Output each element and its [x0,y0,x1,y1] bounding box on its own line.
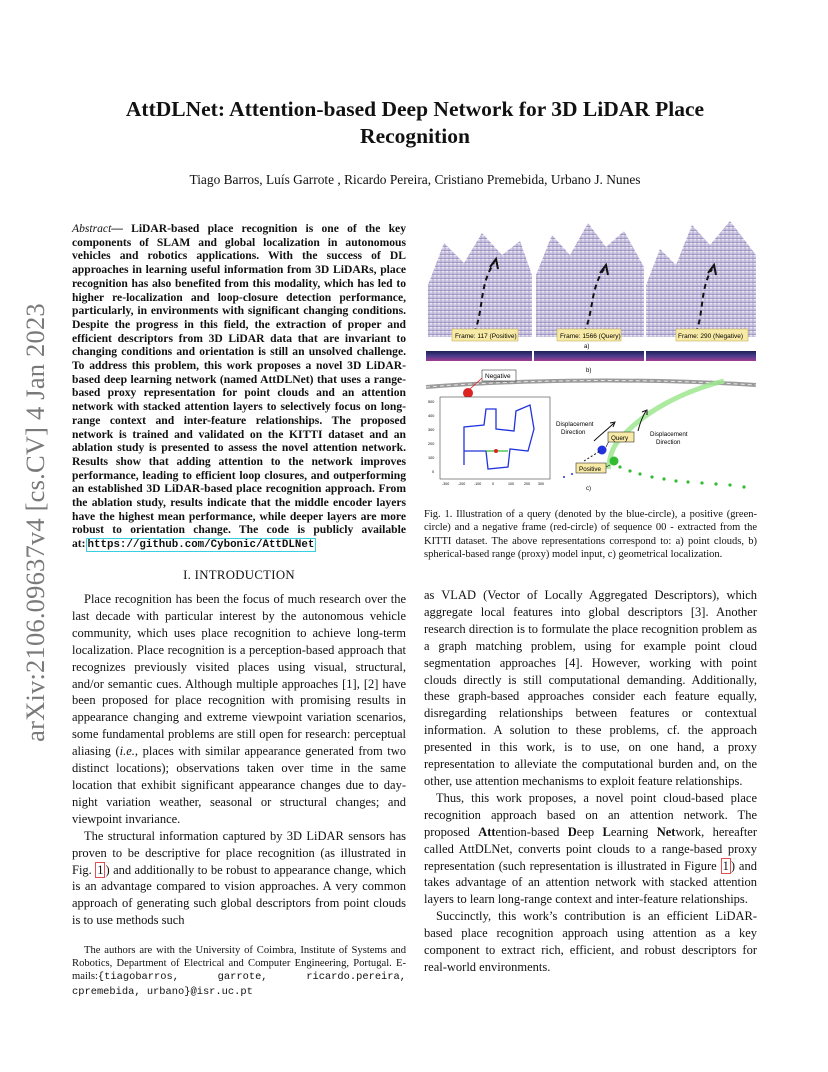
abstract-dash: — [111,222,123,235]
displacement-left-line-1: Displacement [556,421,594,428]
intro-paragraph-3: as VLAD (Vector of Locally Aggregated Descriptors), which aggregate local features into global descriptors [3]. Another research direction is to formulate the place recognition problem as a graph matching problem, using for example point cloud segmentation approaches [4]. However, working with point clouds directly is still computational demanding. Additionally, these graph-based approaches consider each feature equally, disregarding relationships between features or contextual information. A solution to these problems, cf. the approach presented in this work, is to use, on one hand, a proxy representation to alleviate the computational burden and, on the other, use attention mechanisms to exploit feature relationships. [424,588,757,788]
title-line-1: AttDLNet: Attention-based Deep Network for 3D LiDAR Place [125,97,705,121]
panel-label-c: c) [586,486,591,492]
intro-p1-ie: i.e. [119,744,135,759]
displacement-left-line-2: Direction [561,429,586,436]
intro-p2-text-b: ) and additionally to be robust to appearance change, which is an advantage compared to vision approaches. A very common approach of generating such global descriptors from point clouds is to use methods such [72,862,406,928]
map-y-tick: 400 [428,414,435,418]
left-column-body [72,591,406,929]
map-y-tick: 200 [428,442,435,446]
right-column-body [424,587,757,976]
intro-paragraph-2 [72,828,406,929]
negative-label: Negative [485,373,511,380]
intro-p4-text-c: ) and takes advantage of an attention network with stacked attention layers to learn long-range context and inter-feature relationships. [424,858,757,907]
acronym-eep: eep [576,824,603,839]
acronym-d: D [567,824,577,839]
figure-1-caption: Fig. 1. Illustration of a query (denoted by the blue-circle), a positive (green-circle) and a negative frame (red-circle) of sequence 00 - extracted from the KITTI dataset. The above representations correspond to: a) point clouds, b) spherical-based range (proxy) model input, c) geometrical localization. [424,509,757,561]
abstract-lead: Abstract [72,222,112,235]
paper-title [90,96,740,150]
intro-paragraph-5: Succinctly, this work’s contribution is an efficient LiDAR-based place recognition approach using attention as a key component to extract rich, efficient, and robust descriptors for real-world environments. [424,909,757,974]
figure-reference-link-2[interactable]: 1 [722,858,729,873]
abstract-body: LiDAR-based place recognition is one of the key components of SLAM and global localization in autonomous vehicles and robotics applications. With the success of DL approaches in learning useful information from 3D LiDARs, place recognition has also benefited from this modality, which has led to higher re-localization and loop-closure detection performance, particularly, in environments with significant changing conditions. Despite the progress in this field, the extraction of proper and efficient descriptors from 3D LiDAR data that are invariant to changing conditions and orientation is still an unsolved challenge. To address this problem, this work proposes a novel 3D LiDAR-based deep learning network (named AttDLNet) that uses a range-based proxy representation for point clouds and an attention network with stacked attention layers to selectively focus on long-range context and inter-feature relationships. The proposed network is trained and validated on the KITTI dataset and an ablation study is presented to assess the novel attention network. Results show that adding attention to the network improves performance, leading to efficient loop closures, and outperforming an established 3D LiDAR-based place recognition approach. From the ablation study, results indicate that the middle encoder layers have the highest mean performance, while deeper layers are more robust to orientation change. The code is publicly available at: [72,222,406,551]
intro-p4-text-b: work, hereafter called AttDLNet, converts point clouds to a range-based proxy representation (such representation is illustrated in Figure [424,824,758,873]
map-x-tick: 300 [538,482,544,486]
panel-label-a: a) [584,344,590,350]
trajectory-map-inset [440,397,550,479]
code-url-link[interactable]: https://github.com/Cybonic/AttDLNet [87,539,315,552]
section-heading-introduction: I. INTRODUCTION [183,568,295,582]
range-image-strip [426,351,756,361]
map-y-tick: 100 [428,456,435,460]
map-y-tick: 500 [428,400,435,404]
arxiv-side-stamp [20,296,50,748]
displacement-right-line-1: Displacement [650,431,688,438]
footnote-emails: {tiagobarros, garrote, ricardo.pereira, cpremebida, urbano}@isr.uc.pt [72,971,406,998]
map-x-tick: 200 [524,482,530,486]
point-cloud-positive [426,217,534,337]
point-cloud-query [536,217,644,337]
title-line-2: Recognition [360,124,470,148]
figure-reference-link[interactable]: 1 [97,862,104,877]
intro-paragraph-1 [72,591,406,828]
affiliation-footnote [72,944,406,999]
map-x-tick: -300 [442,482,450,486]
panel-label-b: b) [586,368,592,374]
point-cloud-negative [646,217,756,337]
acronym-att: Att [478,824,496,839]
footnote-text: The authors are with the University of Coimbra, Institute of Systems and Robotics, Department of Electrical and Computer Engineering, Portugal. E-mails: [72,945,406,983]
label-frame-positive: Frame: 117 (Positive) [455,333,517,340]
acronym-earning: earning [610,824,657,839]
abstract [72,222,406,553]
map-y-ticks [428,400,434,474]
intro-p2-text-a: The structural information captured by 3D LiDAR sensors has proven to be descriptive for place recognition (as illustrated in Fig. [72,828,406,877]
map-x-tick: -100 [474,482,482,486]
label-frame-query: Frame: 1566 (Query) [560,333,621,340]
query-label: Query [611,435,629,442]
map-x-tick: 100 [508,482,514,486]
displacement-right-line-2: Direction [656,439,681,446]
intro-paragraph-4 [424,790,757,908]
acronym-net: Net [656,824,676,839]
intro-p1-text-b: , places with similar appearance generated from two distinct locations); observations taken over time in the same location that exhibit significant appearance changes due to day-night variation weather, seasonal or structural changes; and viewpoint invariance. [72,744,407,826]
map-y-tick: 300 [428,428,435,432]
positive-label: Positive [579,466,602,473]
intro-p1-text-a: Place recognition has been the focus of much research over the last decade with particular interest by the autonomous vehicle community, which uses place recognition to achieve long-term localization. Place recognition is a perception-based approach that recognizes previously visited places using visual, structural, and/or semantic cues. Although multiple approaches [1], [2] have been proposed for place recognition with promising results in appearance changing and extreme viewpoint variation scenarios, some fundamental problems are still open for research: perceptual aliasing ( [72,592,406,759]
figure-1 [424,215,758,499]
label-frame-negative: Frame: 290 (Negative) [678,333,744,340]
figure-1-graphic [424,215,758,499]
intro-p4-text-a: Thus, this work proposes, a novel point cloud-based place recognition approach based on an attention network. The proposed [424,790,757,839]
map-x-ticks [442,482,544,486]
acronym-l: L [602,824,611,839]
arxiv-identifier: arXiv:2106.09637v4 [cs.CV] 4 Jan 2023 [19,302,50,742]
map-x-tick: -200 [458,482,466,486]
map-y-tick: 0 [432,470,435,474]
author-list: Tiago Barros, Luís Garrote , Ricardo Pereira, Cristiano Premebida, Urbano J. Nunes [189,172,641,187]
acronym-ention: ention-based [495,824,568,839]
map-x-tick: 0 [492,482,494,486]
